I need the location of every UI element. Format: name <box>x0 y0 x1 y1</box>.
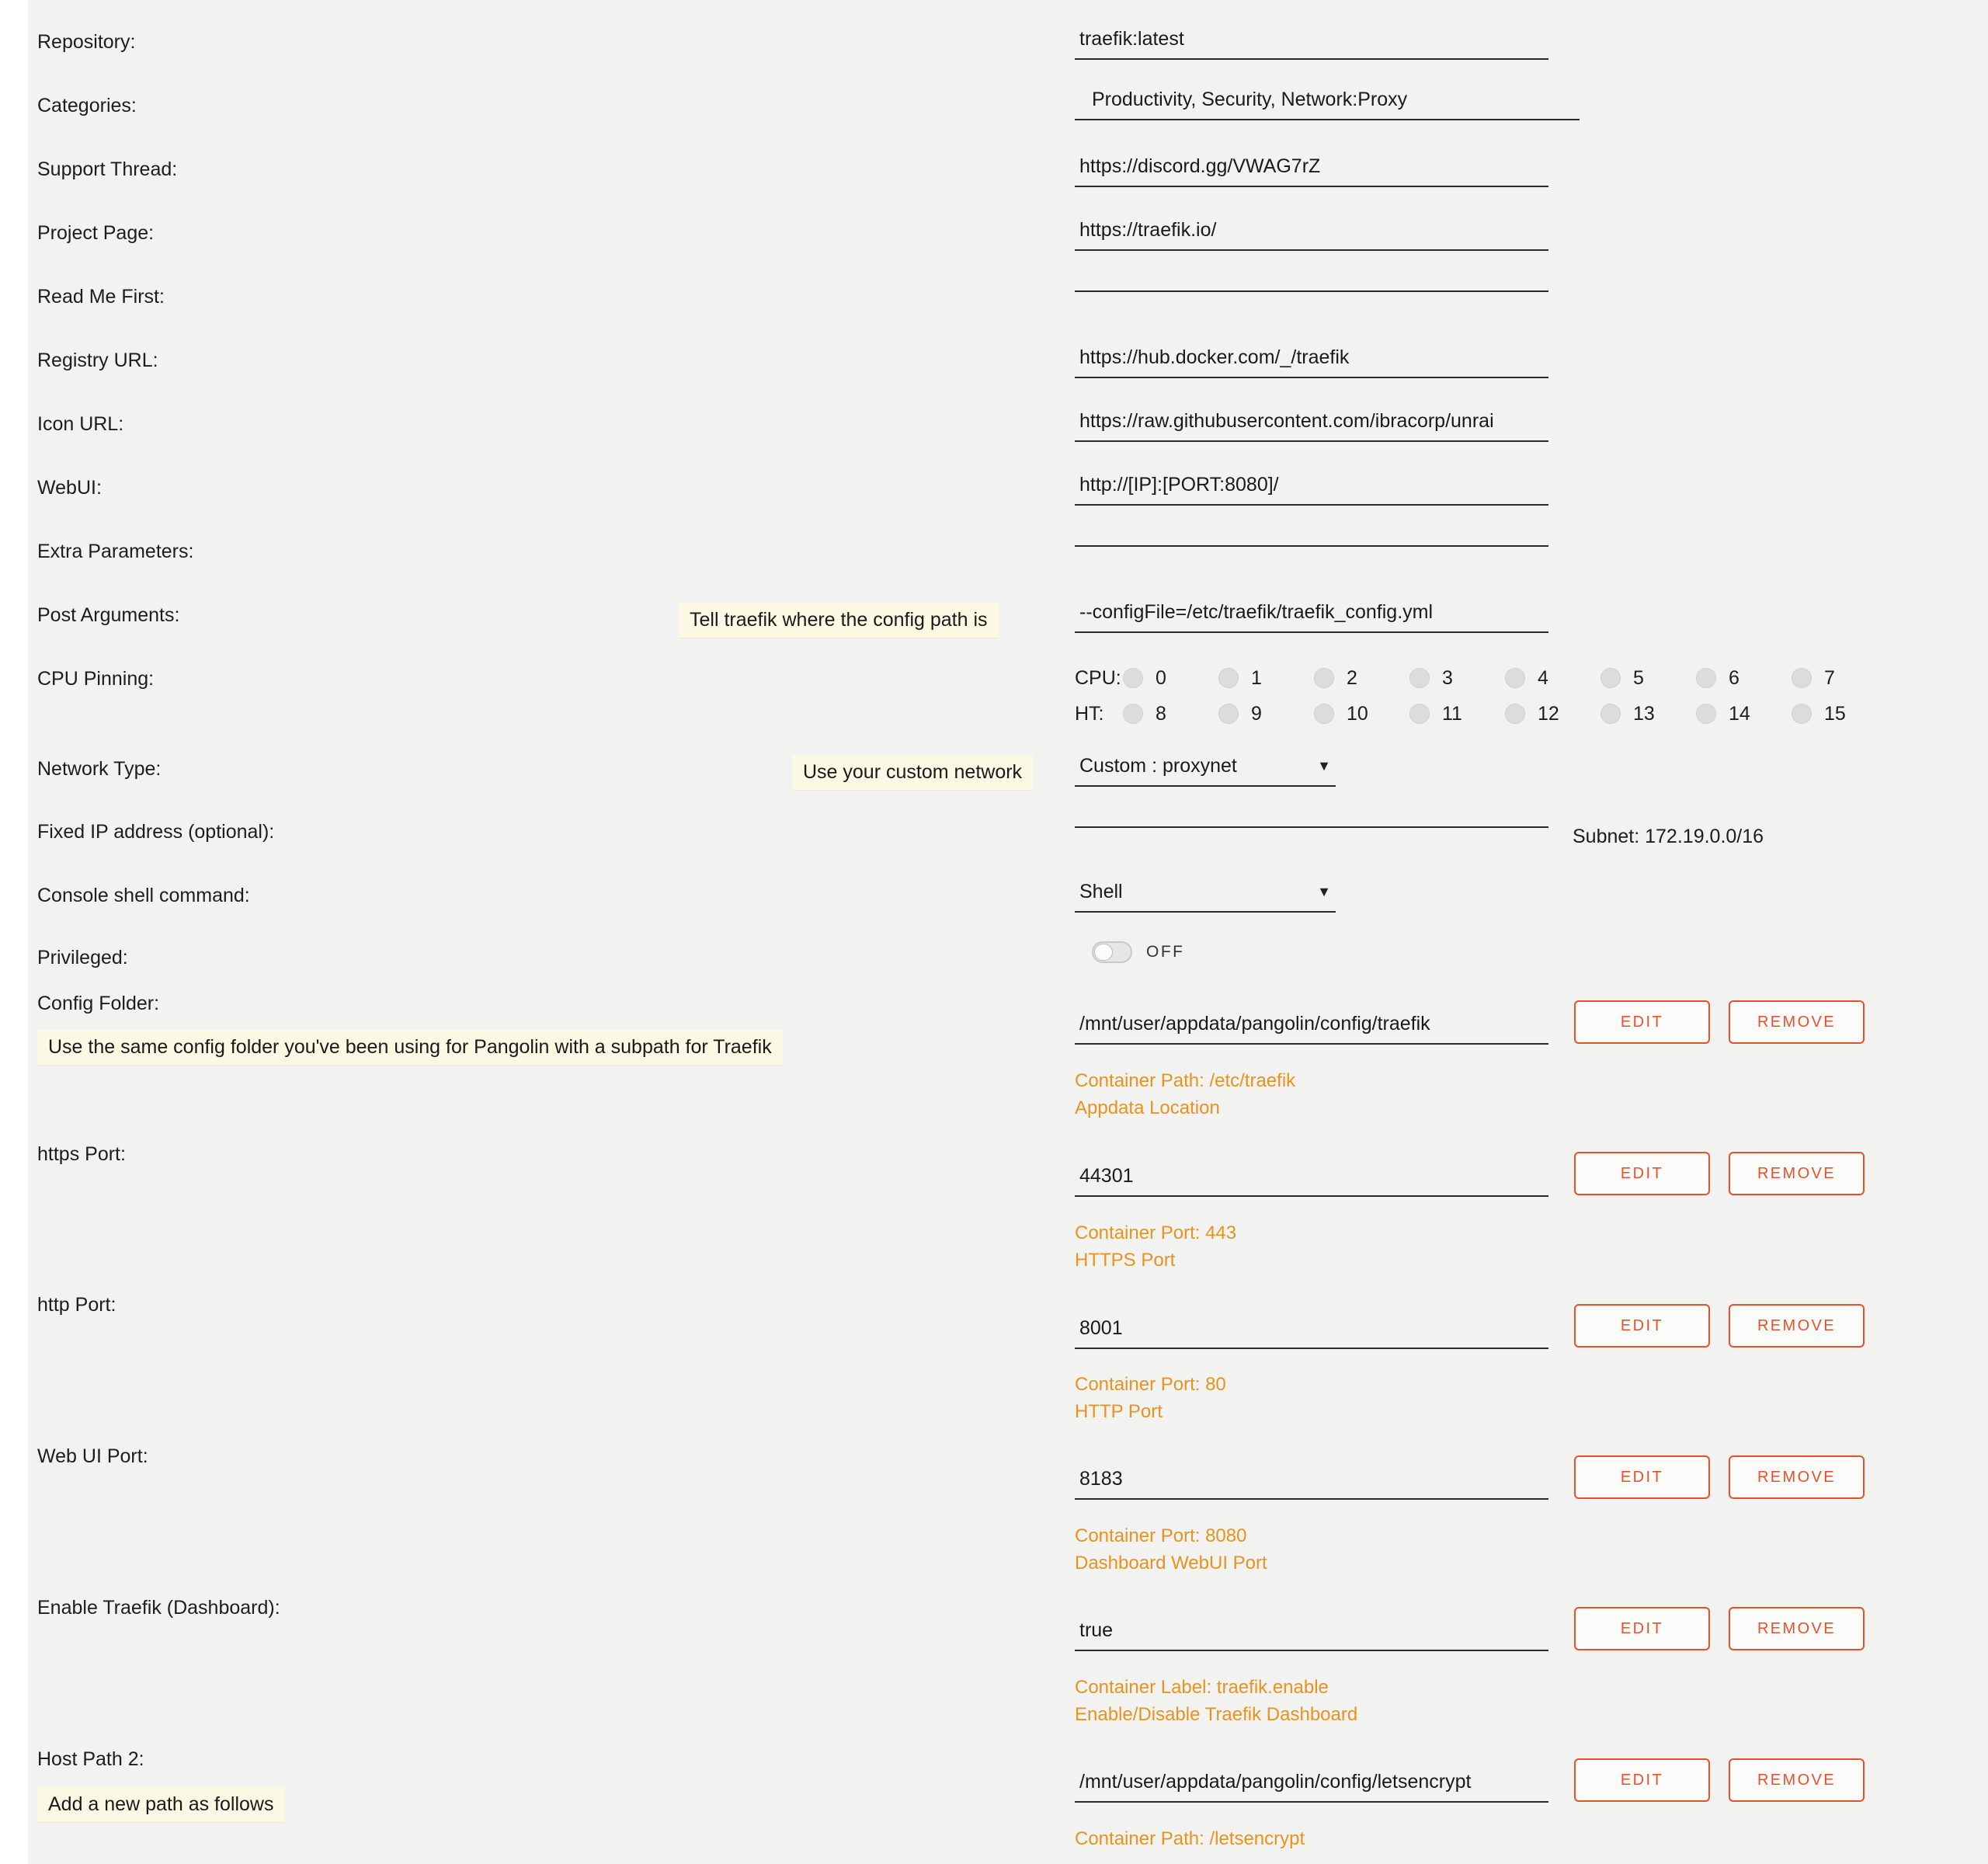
label-repository: Repository: <box>37 31 136 53</box>
enable-dashboard-helper-1: Container Label: traefik.enable <box>1075 1677 1329 1698</box>
privileged-state-label: OFF <box>1146 943 1185 961</box>
label-console-shell: Console shell command: <box>37 885 250 906</box>
radio-icon[interactable] <box>1314 668 1334 688</box>
label-cpu-pinning: CPU Pinning: <box>37 668 155 690</box>
config-folder-helper-1: Container Path: /etc/traefik <box>1075 1070 1296 1091</box>
annotation-network-type: Use your custom network <box>792 755 1033 790</box>
repository-input[interactable]: traefik:latest <box>1075 25 1548 60</box>
enable-dashboard-remove-button[interactable]: REMOVE <box>1729 1607 1865 1650</box>
config-folder-input[interactable]: /mnt/user/appdata/pangolin/config/traefik <box>1075 1010 1548 1045</box>
label-project-page: Project Page: <box>37 222 155 244</box>
ht-core-15[interactable] <box>1792 703 1887 725</box>
radio-icon[interactable] <box>1123 704 1143 724</box>
label-enable-dashboard: Enable Traefik (Dashboard): <box>37 1597 280 1619</box>
network-type-value: Custom : proxynet <box>1079 755 1237 777</box>
cpu-core-label: 4 <box>1538 666 1548 689</box>
cpu-row-label: CPU: <box>1075 666 1121 689</box>
fixed-ip-input[interactable] <box>1075 816 1548 828</box>
cpu-pinning-row-cpu <box>1075 660 1887 696</box>
radio-icon[interactable] <box>1792 668 1812 688</box>
cpu-core-label: 3 <box>1442 666 1453 689</box>
annotation-post-arguments: Tell traefik where the config path is <box>679 603 999 638</box>
https-port-remove-button[interactable]: REMOVE <box>1729 1152 1865 1195</box>
config-folder-edit-button[interactable]: EDIT <box>1574 1000 1710 1044</box>
categories-input[interactable]: Productivity, Security, Network:Proxy <box>1075 85 1580 120</box>
cpu-core-label: 7 <box>1824 666 1835 689</box>
webui-input[interactable]: http://[IP]:[PORT:8080]/ <box>1075 471 1548 506</box>
radio-icon[interactable] <box>1218 704 1239 724</box>
extra-parameters-input[interactable] <box>1075 534 1548 547</box>
support-thread-input[interactable]: https://discord.gg/VWAG7rZ <box>1075 152 1548 187</box>
ht-core-label: 12 <box>1538 702 1559 725</box>
http-port-input[interactable]: 8001 <box>1075 1314 1548 1349</box>
host-path-2-edit-button[interactable]: EDIT <box>1574 1758 1710 1802</box>
chevron-down-icon[interactable]: ▼ <box>1317 758 1331 774</box>
web-ui-port-helper-2: Dashboard WebUI Port <box>1075 1553 1267 1574</box>
http-port-remove-button[interactable]: REMOVE <box>1729 1304 1865 1348</box>
cpu-core-4[interactable] <box>1505 667 1600 690</box>
web-ui-port-edit-button[interactable]: EDIT <box>1574 1455 1710 1499</box>
network-type-select[interactable] <box>1075 752 1336 787</box>
cpu-core-6[interactable] <box>1696 667 1792 690</box>
https-port-edit-button[interactable]: EDIT <box>1574 1152 1710 1195</box>
label-host-path-2: Host Path 2: <box>37 1748 144 1770</box>
http-port-edit-button[interactable]: EDIT <box>1574 1304 1710 1348</box>
radio-icon[interactable] <box>1792 704 1812 724</box>
web-ui-port-remove-button[interactable]: REMOVE <box>1729 1455 1865 1499</box>
ht-core-label: 8 <box>1156 702 1166 725</box>
cpu-core-label: 1 <box>1251 666 1262 689</box>
web-ui-port-helper-1: Container Port: 8080 <box>1075 1525 1247 1546</box>
project-page-input[interactable]: https://traefik.io/ <box>1075 216 1548 251</box>
cpu-core-label: 6 <box>1729 666 1740 689</box>
label-web-ui-port: Web UI Port: <box>37 1445 148 1467</box>
radio-icon[interactable] <box>1505 704 1525 724</box>
console-shell-value: Shell <box>1079 881 1123 902</box>
post-arguments-input[interactable]: --configFile=/etc/traefik/traefik_config.yml <box>1075 598 1548 633</box>
cpu-pinning-row-ht <box>1075 696 1887 732</box>
console-shell-select[interactable] <box>1075 878 1336 913</box>
ht-core-label: 11 <box>1442 702 1462 725</box>
label-webui: WebUI: <box>37 477 102 499</box>
cpu-core-7[interactable] <box>1792 667 1887 690</box>
annotation-host-path-2: Add a new path as follows <box>37 1787 284 1822</box>
radio-icon[interactable] <box>1314 704 1334 724</box>
label-fixed-ip: Fixed IP address (optional): <box>37 821 275 843</box>
cpu-core-0[interactable] <box>1123 667 1218 690</box>
cpu-core-label: 5 <box>1633 666 1644 689</box>
cpu-core-label: 2 <box>1347 666 1357 689</box>
ht-core-label: 13 <box>1633 702 1655 725</box>
ht-core-9[interactable] <box>1218 703 1314 725</box>
registry-url-input[interactable]: https://hub.docker.com/_/traefik <box>1075 343 1548 378</box>
web-ui-port-input[interactable]: 8183 <box>1075 1465 1548 1500</box>
host-path-2-helper-1: Container Path: /letsencrypt <box>1075 1828 1305 1849</box>
label-support-thread: Support Thread: <box>37 158 178 180</box>
enable-dashboard-helper-2: Enable/Disable Traefik Dashboard <box>1075 1704 1358 1725</box>
label-http-port: http Port: <box>37 1294 116 1316</box>
ht-core-label: 9 <box>1251 702 1262 725</box>
radio-icon[interactable] <box>1409 668 1430 688</box>
label-categories: Categories: <box>37 95 137 116</box>
label-config-folder: Config Folder: <box>37 993 160 1014</box>
ht-core-8[interactable] <box>1123 703 1218 725</box>
label-read-me-first: Read Me First: <box>37 286 165 308</box>
radio-icon[interactable] <box>1218 668 1239 688</box>
label-icon-url: Icon URL: <box>37 413 124 435</box>
radio-icon[interactable] <box>1123 668 1143 688</box>
cpu-core-5[interactable] <box>1600 667 1696 690</box>
https-port-helper-2: HTTPS Port <box>1075 1250 1176 1271</box>
label-network-type: Network Type: <box>37 758 162 780</box>
radio-icon[interactable] <box>1409 704 1430 724</box>
ht-core-11[interactable] <box>1409 703 1505 725</box>
ht-core-14[interactable] <box>1696 703 1792 725</box>
cpu-core-1[interactable] <box>1218 667 1314 690</box>
subnet-text: Subnet: 172.19.0.0/16 <box>1573 826 1764 847</box>
toggle-switch-icon[interactable] <box>1092 941 1132 963</box>
enable-dashboard-input[interactable]: true <box>1075 1616 1548 1651</box>
read-me-first-input[interactable] <box>1075 280 1548 292</box>
radio-icon[interactable] <box>1600 668 1621 688</box>
toggle-knob <box>1094 944 1113 961</box>
ht-row-label: HT: <box>1075 702 1104 725</box>
config-folder-helper-2: Appdata Location <box>1075 1097 1220 1118</box>
cpu-pinning-grid <box>1075 660 1887 732</box>
cpu-core-label: 0 <box>1156 666 1166 689</box>
ht-core-label: 14 <box>1729 702 1750 725</box>
label-privileged: Privileged: <box>37 947 128 969</box>
chevron-down-icon[interactable]: ▼ <box>1317 884 1331 899</box>
ht-core-label: 15 <box>1824 702 1846 725</box>
cpu-core-3[interactable] <box>1409 667 1505 690</box>
radio-icon[interactable] <box>1696 668 1716 688</box>
radio-icon[interactable] <box>1696 704 1716 724</box>
label-https-port: https Port: <box>37 1143 126 1165</box>
host-path-2-remove-button[interactable]: REMOVE <box>1729 1758 1865 1802</box>
https-port-helper-1: Container Port: 443 <box>1075 1222 1237 1243</box>
ht-core-label: 10 <box>1347 702 1368 725</box>
label-registry-url: Registry URL: <box>37 350 158 371</box>
left-gutter <box>0 0 28 1864</box>
cpu-core-2[interactable] <box>1314 667 1409 690</box>
label-post-arguments: Post Arguments: <box>37 604 180 626</box>
config-folder-remove-button[interactable]: REMOVE <box>1729 1000 1865 1044</box>
ht-core-13[interactable] <box>1600 703 1696 725</box>
label-extra-parameters: Extra Parameters: <box>37 541 194 562</box>
icon-url-input[interactable]: https://raw.githubusercontent.com/ibracorp/unrai <box>1075 407 1548 442</box>
privileged-toggle[interactable] <box>1092 941 1185 963</box>
radio-icon[interactable] <box>1600 704 1621 724</box>
ht-core-10[interactable] <box>1314 703 1409 725</box>
radio-icon[interactable] <box>1505 668 1525 688</box>
enable-dashboard-edit-button[interactable]: EDIT <box>1574 1607 1710 1650</box>
ht-core-12[interactable] <box>1505 703 1600 725</box>
http-port-helper-2: HTTP Port <box>1075 1401 1163 1422</box>
annotation-config-folder: Use the same config folder you've been using for Pangolin with a subpath for Traefik <box>37 1030 783 1065</box>
https-port-input[interactable]: 44301 <box>1075 1162 1548 1197</box>
http-port-helper-1: Container Port: 80 <box>1075 1374 1226 1395</box>
host-path-2-input[interactable]: /mnt/user/appdata/pangolin/config/letsencrypt <box>1075 1768 1548 1803</box>
